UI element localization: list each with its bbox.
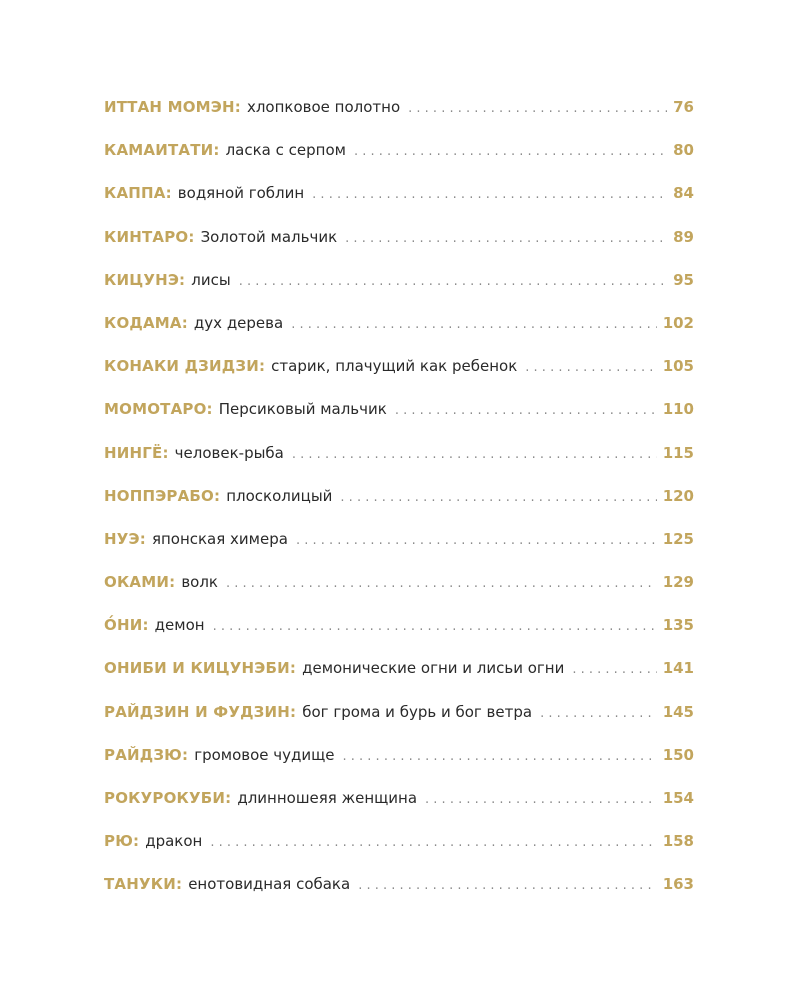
dot-leader [358,878,657,893]
toc-entry-description: японская химера [151,529,288,548]
dot-leader [312,187,667,202]
toc-entry-description: плосколицый [226,486,333,505]
toc-entry-page-number: 76 [673,98,694,116]
toc-entry-title: КИНТАРО: [104,227,195,246]
toc-entry-title: РОКУРОКУБИ: [104,789,232,807]
toc-entry-page-number: 115 [662,443,694,462]
toc-entry-title: РЮ: [104,832,140,851]
toc-entry-description: громовое чудище [194,745,335,764]
toc-entry-page-number: 95 [673,270,694,289]
toc-entry-description: старик, плачущий как ребенок [271,357,518,376]
dot-leader [540,706,657,721]
dot-leader [572,662,656,677]
toc-entry[interactable] [104,228,694,271]
toc-entry-title: РАЙДЗИН И ФУДЗИН: [104,702,297,721]
toc-entry-page-number: 125 [662,529,694,548]
toc-entry[interactable] [104,616,694,659]
toc-entry-title: ОНИБИ И КИЦУНЭБИ: [104,659,297,678]
toc-entry[interactable] [104,98,694,141]
toc-entry-page-number: 129 [662,573,694,592]
toc-entry[interactable] [104,703,694,746]
toc-entry-page-number: 145 [662,702,694,721]
toc-entry-page-number: 135 [662,616,694,635]
toc-entry-title: НОППЭРАБО: [104,486,221,505]
toc-entry-page-number: 102 [662,313,694,332]
toc-entry-description: демонические огни и лисьи огни [302,659,565,678]
toc-entry-title: КИЦУНЭ: [104,270,186,289]
toc-entry-page-number: 141 [662,659,694,678]
toc-entry[interactable] [104,400,694,443]
dot-leader [343,749,657,764]
toc-entry-description: Золотой мальчик [200,227,338,246]
toc-entry[interactable] [104,357,694,400]
dot-leader [408,101,667,116]
toc-entry[interactable] [104,832,694,875]
dot-leader [525,360,656,375]
toc-entry-page-number: 154 [662,789,694,807]
toc-entry-page-number: 163 [662,875,694,894]
toc-entry[interactable] [104,789,694,832]
toc-entry-title: НИНГЁ: [104,443,169,462]
toc-entry-description: енотовидная собака [188,875,351,894]
toc-entry-title: КОНАКИ ДЗИДЗИ: [104,357,266,376]
toc-entry-description: Персиковый мальчик [218,400,387,419]
toc-entry-description: бог грома и бурь и бог ветра [302,702,533,721]
toc-entry-description: водяной гоблин [177,184,305,203]
toc-entry[interactable] [104,271,694,314]
dot-leader [213,619,657,634]
toc-entry[interactable] [104,314,694,357]
dot-leader [226,576,657,591]
toc-entry-description: человек-рыба [174,443,284,462]
toc-entry[interactable] [104,573,694,616]
toc-entry-title: КАППА: [104,184,172,203]
toc-entry[interactable] [104,875,694,918]
toc-entry-page-number: 120 [662,486,694,505]
toc-entry[interactable] [104,444,694,487]
toc-entry-title: КАМАИТАТИ: [104,141,220,160]
toc-entry-page-number: 89 [673,227,694,246]
toc-entry-title: ОКАМИ: [104,573,176,592]
dot-leader [340,490,656,505]
toc-entry-page-number: 84 [673,184,694,203]
toc-entry-description: лисы [191,270,231,289]
dot-leader [291,317,656,332]
dot-leader [296,533,657,548]
toc-entry-description: ласка с серпом [225,141,346,160]
table-of-contents [104,98,694,919]
toc-entry-title: РАЙДЗЮ: [104,745,189,764]
dot-leader [425,792,657,807]
toc-entry-title: КОДАМА: [104,313,188,332]
toc-entry-description: длинношеяя женщина [237,789,418,807]
toc-entry-title: МОМОТАРО: [104,400,213,419]
dot-leader [395,403,657,418]
toc-entry-description: хлопковое полотно [246,98,401,116]
dot-leader [354,144,667,159]
toc-entry[interactable] [104,184,694,227]
toc-entry-title: О́НИ: [104,616,149,635]
toc-entry-title: НУЭ: [104,529,146,548]
toc-entry-description: волк [181,573,218,592]
dot-leader [239,274,667,289]
toc-entry[interactable] [104,659,694,702]
toc-entry-page-number: 110 [662,400,694,419]
toc-entry-description: дух дерева [193,313,284,332]
toc-entry-description: дракон [145,832,203,851]
toc-entry[interactable] [104,530,694,573]
dot-leader [210,835,656,850]
dot-leader [292,447,657,462]
toc-entry[interactable] [104,746,694,789]
toc-entry-page-number: 158 [662,832,694,851]
toc-entry[interactable] [104,141,694,184]
toc-entry-page-number: 150 [662,745,694,764]
dot-leader [345,231,667,246]
toc-entry-title: ТАНУКИ: [104,875,183,894]
toc-entry-page-number: 105 [662,357,694,376]
toc-entry-page-number: 80 [673,141,694,160]
toc-entry[interactable] [104,487,694,530]
toc-entry-title: ИТТАН МОМЭН: [104,98,241,116]
toc-entry-description: демон [154,616,205,635]
